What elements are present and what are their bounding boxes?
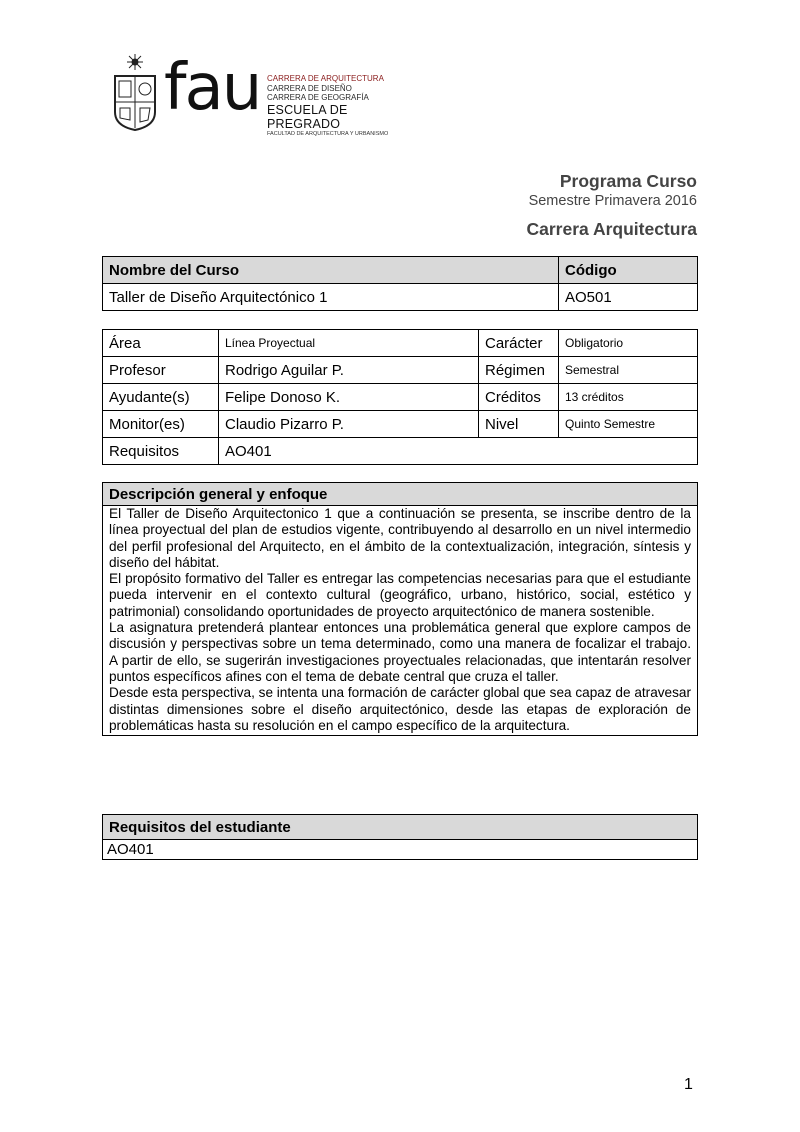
description-body bbox=[103, 506, 698, 736]
caracter-value: Obligatorio bbox=[559, 330, 698, 357]
description-paragraph: La asignatura pretenderá plantear entonces una problemática general que explore campos de discusión y perspectivas sobre un tema determinado, como una manera de focalizar el trabajo. A partir de ello, se sugerirán investigaciones proyectuales relacionadas, que intentarán resolver puntos específicos afines con el tema de debate central que cruza el taller. bbox=[109, 620, 691, 684]
student-requirements-value: AO401 bbox=[103, 840, 698, 860]
course-name: Taller de Diseño Arquitectónico 1 bbox=[103, 284, 559, 311]
ayudante-value: Felipe Donoso K. bbox=[219, 384, 479, 411]
semester-label: Semestre Primavera 2016 bbox=[528, 193, 697, 209]
area-label: Área bbox=[103, 330, 219, 357]
creditos-value: 13 créditos bbox=[559, 384, 698, 411]
regimen-value: Semestral bbox=[559, 357, 698, 384]
description-paragraph: El Taller de Diseño Arquitectonico 1 que a continuación se presenta, se inscribe dentro de la línea proyectual del plan de estudios vigente, contribuyendo al desarrollo en un nivel intermedio del perfil profesional del Arquitecto, en el ámbito de la contextualización, integración, síntesis y diseño del hábitat. bbox=[109, 506, 691, 570]
page-number: 1 bbox=[684, 1076, 693, 1093]
requisitos-value: AO401 bbox=[219, 438, 698, 465]
course-details-table bbox=[102, 329, 698, 465]
escuela-label: ESCUELA DE PREGRADO bbox=[267, 102, 348, 131]
program-diseno: CARRERA DE DISEÑO bbox=[267, 83, 352, 93]
program-list bbox=[267, 74, 412, 138]
document-title: Programa Curso bbox=[559, 171, 697, 191]
area-value: Línea Proyectual bbox=[219, 330, 479, 357]
ayudante-label: Ayudante(s) bbox=[103, 384, 219, 411]
document-title-block bbox=[526, 170, 697, 240]
monitor-label: Monitor(es) bbox=[103, 411, 219, 438]
description-paragraph: Desde esta perspectiva, se intenta una formación de carácter global que sea capaz de atravesar distintas dimensiones sobre el diseño arquitectónico, desde las etapas de exploración de problemáticas hasta su resolución en el campo específico de la arquitectura. bbox=[109, 685, 691, 733]
description-header: Descripción general y enfoque bbox=[103, 483, 698, 506]
description-paragraph: El propósito formativo del Taller es entregar las competencias necesarias para que el estudiante pueda intervenir en el contexto cultural (geográfico, urbano, histórico, social, estético y patrimonial) consolidando oportunidades de proyecto arquitectónico de manera sostenible. bbox=[109, 571, 691, 619]
nivel-value: Quinto Semestre bbox=[559, 411, 698, 438]
faculty-logo bbox=[112, 51, 412, 137]
course-code-header: Código bbox=[559, 257, 698, 284]
profesor-label: Profesor bbox=[103, 357, 219, 384]
caracter-label: Carácter bbox=[479, 330, 559, 357]
creditos-label: Créditos bbox=[479, 384, 559, 411]
requisitos-label: Requisitos bbox=[103, 438, 219, 465]
course-name-header: Nombre del Curso bbox=[103, 257, 559, 284]
profesor-value: Rodrigo Aguilar P. bbox=[219, 357, 479, 384]
monitor-value: Claudio Pizarro P. bbox=[219, 411, 479, 438]
regimen-label: Régimen bbox=[479, 357, 559, 384]
description-table bbox=[102, 482, 698, 736]
nivel-label: Nivel bbox=[479, 411, 559, 438]
student-requirements-header: Requisitos del estudiante bbox=[103, 815, 698, 840]
program-geografia: CARRERA DE GEOGRAFÍA bbox=[267, 93, 369, 102]
course-table bbox=[102, 256, 698, 311]
fau-wordmark: fau bbox=[164, 51, 261, 125]
program-arquitectura: CARRERA DE ARQUITECTURA bbox=[267, 74, 384, 83]
university-crest-icon bbox=[112, 52, 158, 132]
course-code: AO501 bbox=[559, 284, 698, 311]
career-title: Carrera Arquitectura bbox=[526, 219, 697, 239]
student-requirements-table bbox=[102, 814, 698, 860]
facultad-label: FACULTAD DE ARQUITECTURA Y URBANISMO bbox=[267, 130, 389, 137]
